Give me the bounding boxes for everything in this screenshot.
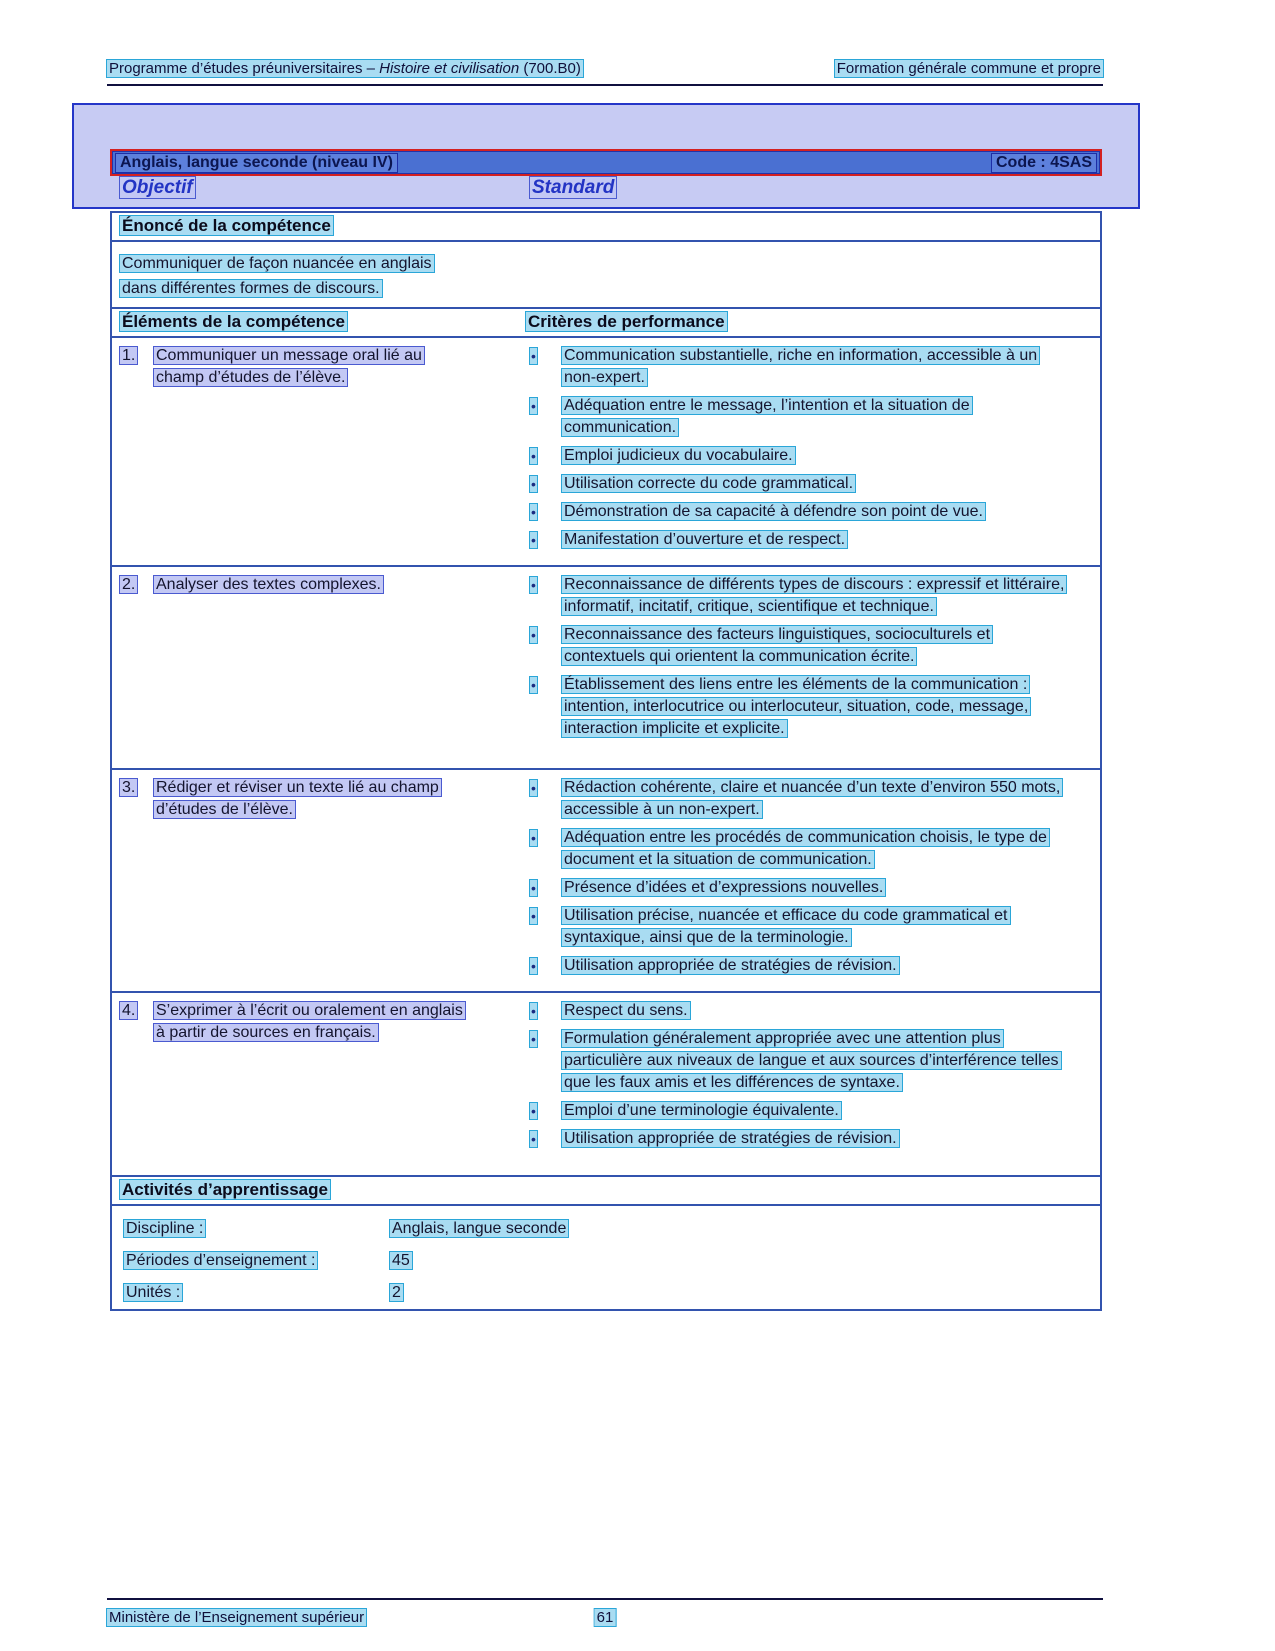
bullet-icon: • <box>531 532 536 548</box>
bullet-icon: • <box>531 1103 536 1119</box>
criteria-item <box>530 777 1100 821</box>
bullet-icon: • <box>531 958 536 974</box>
element-text: Communiquer un message oral lié au champ d’études de l’élève. <box>156 347 422 386</box>
bullet-icon: • <box>531 1031 536 1047</box>
bullet-icon: • <box>531 577 536 593</box>
criteria-text: Communication substantielle, riche en information, accessible à un non-expert. <box>564 347 1038 386</box>
criteria-text: Démonstration de sa capacité à défendre son point de vue. <box>564 503 983 520</box>
bullet-icon: • <box>531 880 536 896</box>
criteria-item <box>530 877 1100 899</box>
criteria-item <box>530 1128 1100 1150</box>
criteria-item <box>530 501 1100 523</box>
activity-label: Périodes d’enseignement : <box>126 1252 316 1269</box>
elements-column-header: Éléments de la compétence <box>122 312 345 331</box>
criteria-item <box>530 674 1100 740</box>
criteria-item <box>530 529 1100 551</box>
header-left <box>107 60 583 77</box>
criteria-text: Présence d’idées et d’expressions nouvelles. <box>564 879 884 896</box>
element-cell <box>112 1000 518 1168</box>
criteria-text: Reconnaissance des facteurs linguistiques, socioculturels et contextuels qui orientent la communication écrite. <box>564 626 991 665</box>
activity-value: Anglais, langue seconde <box>392 1220 567 1237</box>
bullet-icon: • <box>531 398 536 414</box>
enonce-line-text: dans différentes formes de discours. <box>122 280 380 297</box>
page-footer <box>107 1598 1103 1626</box>
criteria-item <box>530 905 1100 949</box>
bullet-icon: • <box>531 677 536 693</box>
activity-label: Unités : <box>126 1284 181 1301</box>
element-number: 4. <box>122 1002 136 1019</box>
enonce-line <box>120 276 1092 301</box>
competence-table <box>110 307 1102 1178</box>
enonce-line-text: Communiquer de façon nuancée en anglais <box>122 255 432 272</box>
criteria-item <box>530 1028 1100 1094</box>
bullet-icon: • <box>531 448 536 464</box>
competence-row-1 <box>112 338 1100 567</box>
criteria-list <box>518 1000 1100 1168</box>
criteria-text: Adéquation entre les procédés de communication choisis, le type de document et la situation de communication. <box>564 829 1047 868</box>
activity-row-unites <box>112 1284 1100 1302</box>
element-text: Rédiger et réviser un texte lié au champ d’études de l’élève. <box>156 779 439 818</box>
bullet-icon: • <box>531 348 536 364</box>
page-number: 61 <box>596 1609 614 1626</box>
element-number: 1. <box>122 347 136 364</box>
criteria-text: Manifestation d’ouverture et de respect. <box>564 531 846 548</box>
activities-table <box>110 1175 1102 1311</box>
objectif-heading: Objectif <box>122 177 193 198</box>
criteria-text: Établissement des liens entre les éléments de la communication : intention, interlocutrice ou interlocuteur, situation, code, message, interaction implicite et explicite. <box>564 676 1029 737</box>
competence-row-2 <box>112 567 1100 770</box>
course-title: Anglais, langue seconde (niveau IV) <box>116 154 397 172</box>
standard-heading: Standard <box>532 177 615 198</box>
criteria-text: Formulation généralement appropriée avec une attention plus particulière aux niveaux de langue et aux sources d’interférence telles que les faux amis et les différences de syntaxe. <box>564 1030 1059 1091</box>
bullet-icon: • <box>531 627 536 643</box>
criteria-item <box>530 1000 1100 1022</box>
course-code: Code : 4SAS <box>992 154 1096 172</box>
criteria-item <box>530 445 1100 467</box>
activities-header <box>112 1177 1100 1206</box>
criteria-item <box>530 1100 1100 1122</box>
element-number: 2. <box>122 576 136 593</box>
enonce-table <box>110 211 1102 316</box>
criteria-text: Respect du sens. <box>564 1002 688 1019</box>
element-cell <box>112 574 518 760</box>
enonce-line <box>120 251 1092 276</box>
activity-label: Discipline : <box>126 1220 204 1237</box>
criteria-text: Reconnaissance de différents types de discours : expressif et littéraire, informatif, incitatif, critique, scientifique et technique. <box>564 576 1065 615</box>
enonce-header-text: Énoncé de la compétence <box>122 216 331 235</box>
bullet-icon: • <box>531 1131 536 1147</box>
criteria-item <box>530 345 1100 389</box>
bullet-icon: • <box>531 1003 536 1019</box>
criteres-column-header: Critères de performance <box>528 312 725 331</box>
criteria-list <box>518 345 1100 557</box>
activity-value: 45 <box>392 1252 410 1269</box>
criteria-list <box>518 574 1100 760</box>
enonce-header <box>112 213 1100 242</box>
element-number: 3. <box>122 779 136 796</box>
criteria-text: Emploi judicieux du vocabulaire. <box>564 447 793 464</box>
element-text: S’exprimer à l’écrit ou oralement en anglais à partir de sources en français. <box>156 1002 463 1041</box>
criteria-text: Utilisation appropriée de stratégies de révision. <box>564 1130 897 1147</box>
bullet-icon: • <box>531 830 536 846</box>
page-header <box>107 60 1103 86</box>
enonce-body <box>112 242 1100 314</box>
criteria-text: Utilisation précise, nuancée et efficace du code grammatical et syntaxique, ainsi que de la terminologie. <box>564 907 1008 946</box>
activities-header-text: Activités d’apprentissage <box>122 1180 328 1199</box>
criteria-text: Adéquation entre le message, l’intention et la situation de communication. <box>564 397 970 436</box>
bullet-icon: • <box>531 476 536 492</box>
bullet-icon: • <box>531 504 536 520</box>
activity-value: 2 <box>392 1284 401 1301</box>
course-title-bar <box>110 149 1102 176</box>
element-text: Analyser des textes complexes. <box>156 576 381 593</box>
criteria-item <box>530 574 1100 618</box>
header-right-text: Formation générale commune et propre <box>836 60 1101 77</box>
criteria-item <box>530 395 1100 439</box>
criteria-item <box>530 473 1100 495</box>
bullet-icon: • <box>531 908 536 924</box>
criteria-text: Utilisation appropriée de stratégies de révision. <box>564 957 897 974</box>
competence-table-header <box>112 309 1100 338</box>
criteria-item <box>530 955 1100 977</box>
activity-row-discipline <box>112 1220 1100 1238</box>
criteria-text: Utilisation correcte du code grammatical. <box>564 475 854 492</box>
header-left-text: Programme d’études préuniversitaires – Histoire et civilisation (700.B0) <box>109 60 581 77</box>
criteria-item <box>530 624 1100 668</box>
title-panel <box>72 103 1140 209</box>
criteria-text: Emploi d’une terminologie équivalente. <box>564 1102 839 1119</box>
competence-row-4 <box>112 993 1100 1176</box>
criteria-item <box>530 827 1100 871</box>
criteria-list <box>518 777 1100 983</box>
footer-left: Ministère de l’Enseignement supérieur <box>109 1609 365 1626</box>
header-right <box>835 60 1103 77</box>
element-cell <box>112 777 518 983</box>
criteria-text: Rédaction cohérente, claire et nuancée d’un texte d’environ 550 mots, accessible à un non-expert. <box>564 779 1061 818</box>
element-cell <box>112 345 518 557</box>
competence-row-3 <box>112 770 1100 993</box>
bullet-icon: • <box>531 780 536 796</box>
activity-row-periodes <box>112 1252 1100 1270</box>
